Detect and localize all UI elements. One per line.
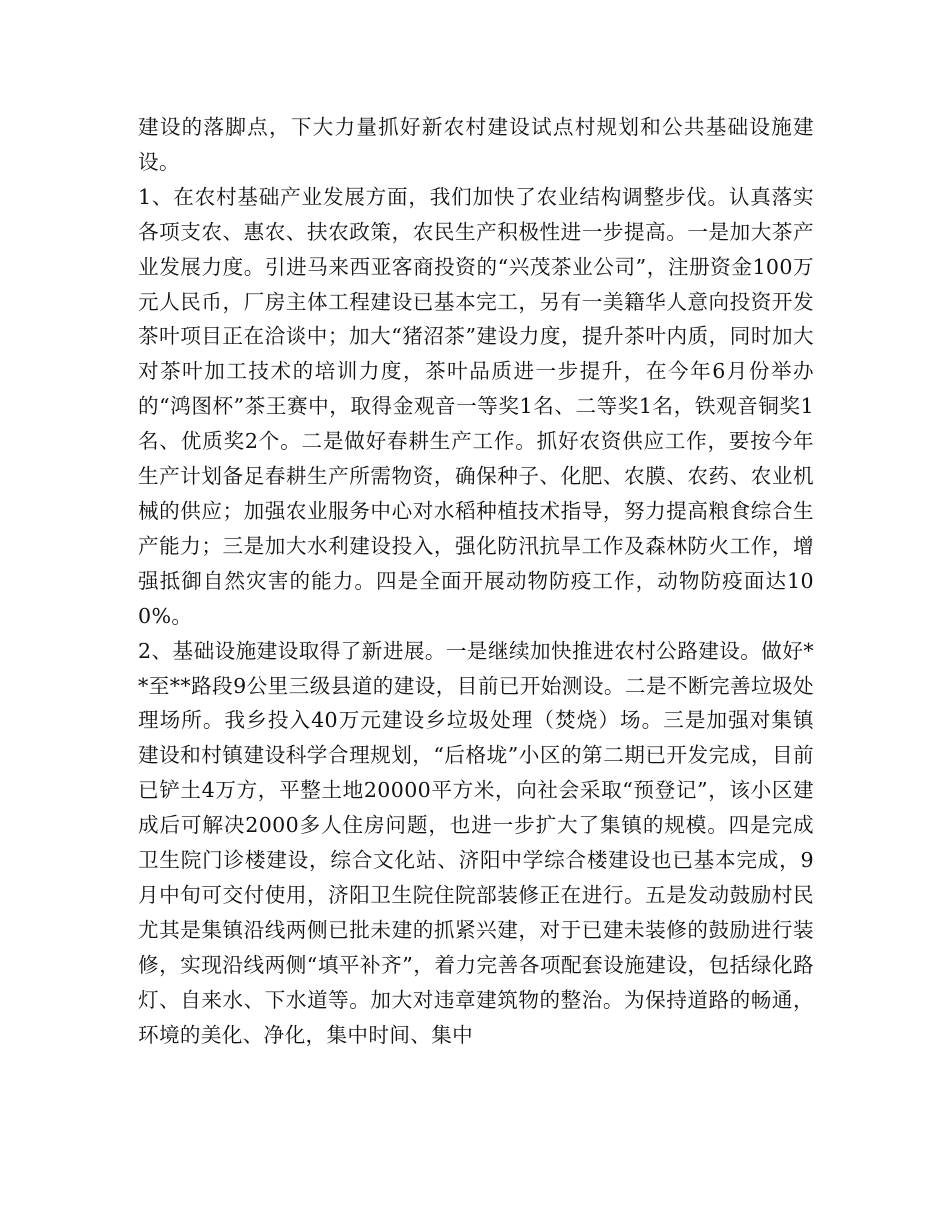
paragraph-agriculture: 1、在农村基础产业发展方面，我们加快了农业结构调整步伐。认真落实各项支农、惠农、扶农政策，农民生产积极性进一步提高。一是加大茶产业发展力度。引进马来西亚客商投资的“兴茂茶业公司”，注册资金100万元人民币，厂房主体工程建设已基本完工，另有一美籍华人意向投资开发茶叶项目正在洽谈中；加大“猪沼茶”建设力度，提升茶叶内质，同时加大对茶叶加工技术的培训力度，茶叶品质进一步提升，在今年6月份举办的“鸿图杯”茶王赛中，取得金观音一等奖1名、二等奖1名，铁观音铜奖1名、优质奖2个。二是做好春耕生产工作。抓好农资供应工作，要按今年生产计划备足春耕生产所需物资，确保种子、化肥、农膜、农药、农业机械的供应；加强农业服务中心对水稻种植技术指导，努力提高粮食综合生产能力；三是加大水利建设投入，强化防汛抗旱工作及森林防火工作，增强抵御自然灾害的能力。四是全面开展动物防疫工作，动物防疫面达100%。 bbox=[138, 184, 814, 628]
paragraph-infrastructure: 2、基础设施建设取得了新进展。一是继续加快推进农村公路建设。做好**至**路段9公里三级县道的建设，目前已开始测设。二是不断完善垃圾处理场所。我乡投入40万元建设乡垃圾处理（焚烧）场。三是加强对集镇建设和村镇建设科学合理规划，“后格垅”小区的第二期已开发完成，目前已铲土4万方，平整土地20000平方米，向社会采取“预登记”，该小区建成后可解决2000多人住房问题，也进一步扩大了集镇的规模。四是完成卫生院门诊楼建设，综合文化站、济阳中学综合楼建设也已基本完成，9月中旬可交付使用，济阳卫生院住院部装修正在进行。五是发动鼓励村民尤其是集镇沿线两侧已批未建的抓紧兴建，对于已建未装修的鼓励进行装修，实现沿线两侧“填平补齐”，着力完善各项配套设施建设，包括绿化路灯、自来水、下水道等。加大对违章建筑物的整治。为保持道路的畅通，环境的美化、净化，集中时间、集中 bbox=[138, 638, 814, 1047]
paragraph-continuation: 建设的落脚点，下大力量抓好新农村建设试点村规划和公共基础设施建设。 bbox=[138, 115, 814, 174]
document-body bbox=[138, 110, 814, 1052]
